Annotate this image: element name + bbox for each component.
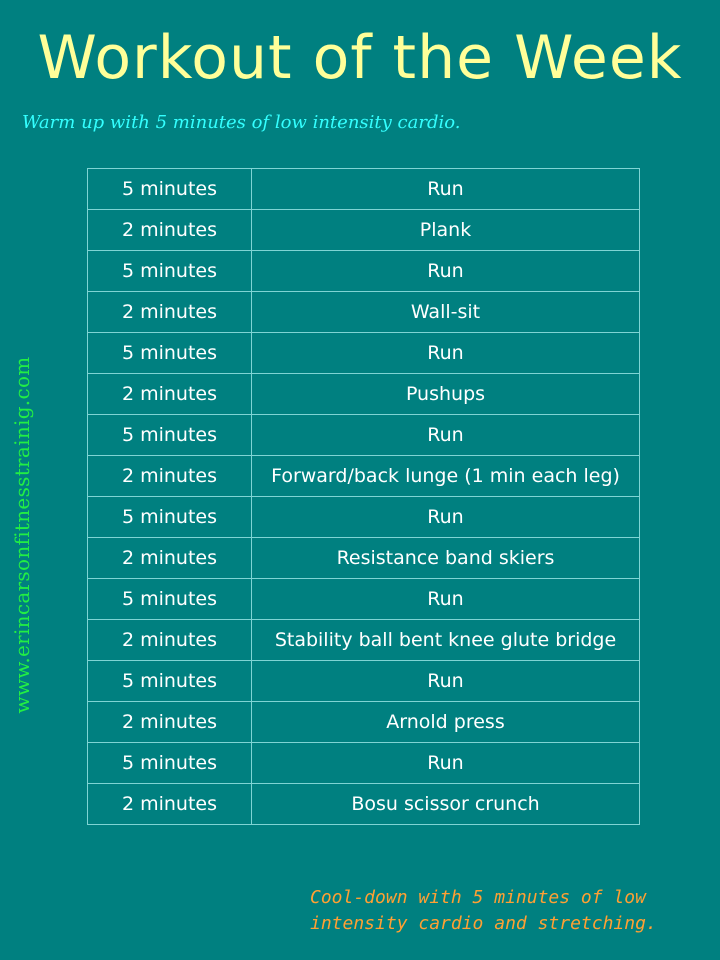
exercise-cell: Run [252, 743, 640, 784]
duration-cell: 5 minutes [88, 743, 252, 784]
duration-cell: 5 minutes [88, 579, 252, 620]
exercise-cell: Bosu scissor crunch [252, 784, 640, 825]
table-row [88, 456, 640, 497]
table-row [88, 743, 640, 784]
duration-cell: 5 minutes [88, 415, 252, 456]
warmup-instruction: Warm up with 5 minutes of low intensity cardio. [22, 112, 461, 133]
duration-cell: 5 minutes [88, 169, 252, 210]
exercise-cell: Plank [252, 210, 640, 251]
table-row [88, 538, 640, 579]
exercise-cell: Run [252, 415, 640, 456]
workout-table [87, 168, 640, 825]
table-row [88, 784, 640, 825]
duration-cell: 2 minutes [88, 702, 252, 743]
exercise-cell: Wall-sit [252, 292, 640, 333]
duration-cell: 2 minutes [88, 620, 252, 661]
duration-cell: 2 minutes [88, 292, 252, 333]
page-title: Workout of the Week [37, 23, 683, 93]
table-row [88, 620, 640, 661]
duration-cell: 5 minutes [88, 251, 252, 292]
table-row [88, 702, 640, 743]
exercise-cell: Resistance band skiers [252, 538, 640, 579]
exercise-cell: Run [252, 497, 640, 538]
table-row [88, 579, 640, 620]
exercise-cell: Run [252, 579, 640, 620]
exercise-cell: Forward/back lunge (1 min each leg) [252, 456, 640, 497]
table-row [88, 661, 640, 702]
cooldown-instruction: Cool-down with 5 minutes of low intensity cardio and stretching. [310, 887, 657, 934]
table-row [88, 415, 640, 456]
duration-cell: 2 minutes [88, 784, 252, 825]
table-row [88, 497, 640, 538]
duration-cell: 2 minutes [88, 538, 252, 579]
exercise-cell: Pushups [252, 374, 640, 415]
exercise-cell: Run [252, 169, 640, 210]
duration-cell: 2 minutes [88, 456, 252, 497]
duration-cell: 5 minutes [88, 333, 252, 374]
table-row [88, 251, 640, 292]
workout-table-body [88, 169, 640, 825]
exercise-cell: Arnold press [252, 702, 640, 743]
table-row [88, 169, 640, 210]
exercise-cell: Stability ball bent knee glute bridge [252, 620, 640, 661]
table-row [88, 333, 640, 374]
duration-cell: 5 minutes [88, 497, 252, 538]
table-row [88, 292, 640, 333]
exercise-cell: Run [252, 251, 640, 292]
duration-cell: 2 minutes [88, 374, 252, 415]
duration-cell: 2 minutes [88, 210, 252, 251]
website-watermark: www.erincarsonfitnesstrainig.com [10, 356, 34, 714]
duration-cell: 5 minutes [88, 661, 252, 702]
exercise-cell: Run [252, 333, 640, 374]
table-row [88, 374, 640, 415]
table-row [88, 210, 640, 251]
exercise-cell: Run [252, 661, 640, 702]
